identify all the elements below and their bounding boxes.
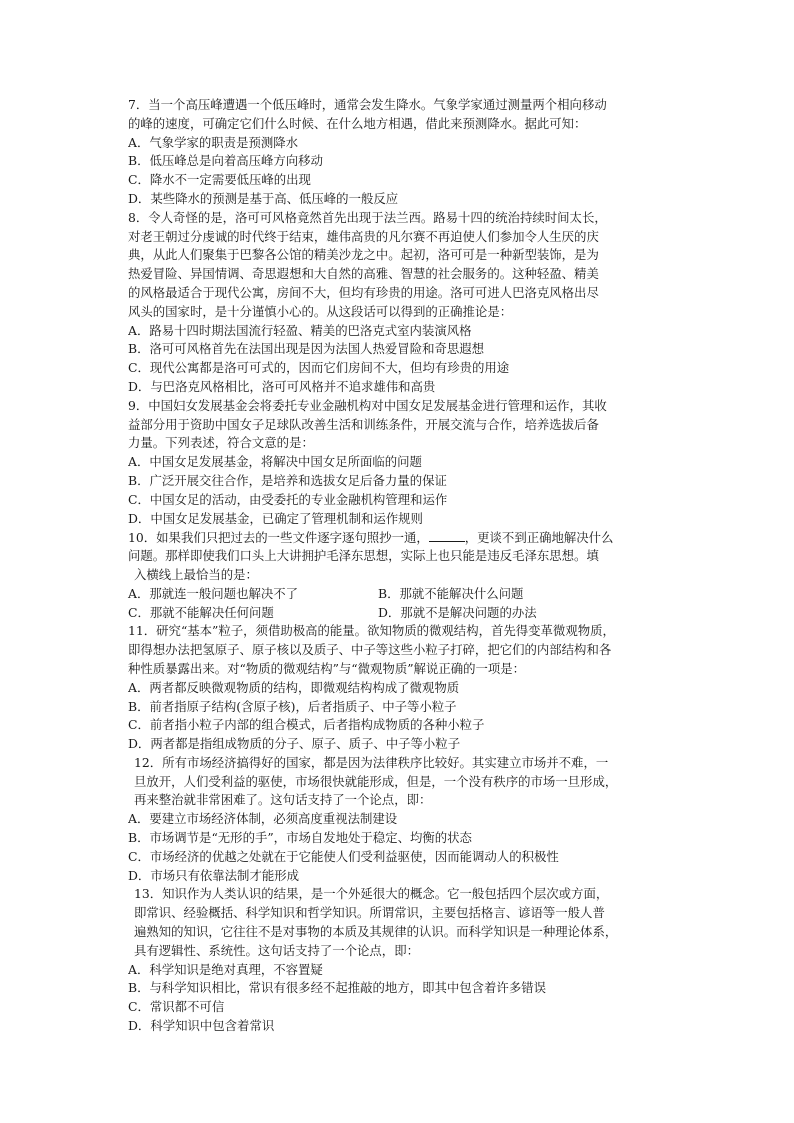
question-9-option-a: A．中国女足发展基金，将解决中国女足所面临的问题 [128,454,422,470]
question-8-stem-line: 典，从此人们聚集于巴黎各公馆的精美沙龙之中。起初，洛可可是一种新型装饰，是为 [128,247,599,263]
question-10-options-row [128,585,676,604]
question-12-stem-line: 12．所有市场经济搞得好的国家，都是因为法律秩序比较好。其实建立市场并不难，一 [134,754,609,770]
question-11-stem-line: 11．研究“基本”粒子，须借助极高的能量。欲知物质的微观结构，首先得变革微观物质， [128,623,615,639]
question-13-option-a: A．科学知识是绝对真理，不容置疑 [128,961,323,977]
question-8-stem-line: 风头的国家时，是十分谨慎小心的。从这段话可以得到的正确推论是： [128,303,513,319]
fill-in-blank [429,528,465,542]
question-10-stem-line: 问题。那样即使我们口头上大讲拥护毛泽东思想，实际上也只能是违反毛泽东思想。填 [128,548,599,564]
question-11-option-a: A．两者都反映微观物质的结构，即微观结构构成了微观物质 [128,679,460,695]
question-12-stem-line: 再来整治就非常困难了。这句话支持了一个论点，即： [134,792,432,808]
question-list [128,96,676,1036]
question-13 [128,885,676,1035]
question-7-stem-line: 7．当一个高压峰遭遇一个低压峰时，通常会发生降水。气象学家通过测量两个相向移动 [128,97,607,112]
question-8 [128,209,676,397]
question-10 [128,528,676,622]
question-11-option-b: B．前者指原子结构(含原子核)，后者指质子、中子等小粒子 [128,698,457,714]
question-9-stem-line: 益部分用于资助中国女子足球队改善生活和训练条件，开展交流与合作，培养选拔后备 [128,416,599,432]
question-7-stem-line: 的峰的速度，可确定它们什么时候、在什么地方相遇，借此来预测降水。据此可知： [128,115,587,131]
question-10-options-row [128,604,676,623]
question-11-option-d: D．两者都是指组成物质的分子、原子、质子、中子等小粒子 [128,736,461,752]
question-8-stem-line: 热爱冒险、异国情调、奇思遐想和大自然的高雅、智慧的社会服务的。这种轻盈、精美 [128,266,599,282]
question-7-option-b: B．低压峰总是向着高压峰方向移动 [128,153,323,169]
question-12-stem-line: 旦放开，人们受利益的驱使，市场很快就能形成，但是，一个没有秩序的市场一旦形成， [134,773,618,789]
question-8-stem-line: 对老王朝过分虔诚的时代终于结束，雄伟高贵的凡尔赛不再迫使人们参加令人生厌的庆 [128,228,599,244]
question-7-option-c: C．降水不一定需要低压峰的出现 [128,172,311,188]
question-10-stem-before-blank: 10．如果我们只把过去的一些文件逐字逐句照抄一通， [128,530,429,546]
question-9-option-d: D．中国女足发展基金，已确定了管理机制和运作规则 [128,510,423,526]
question-12-option-d: D．市场只有依靠法制才能形成 [128,867,300,883]
question-8-option-a: A．路易十四时期法国流行轻盈、精美的巴洛克式室内装演风格 [128,322,472,338]
question-7-option-d: D．某些降水的预测是基于高、低压峰的一般反应 [128,190,399,206]
question-13-option-b: B．与科学知识相比，常识有很多经不起推敲的地方，即其中包含着许多错误 [128,980,546,996]
question-10-option-b: B．那就不能解决什么问题 [378,585,524,601]
question-8-stem-line: 8．令人奇怪的是，洛可可风格竟然首先出现于法兰西。路易十四的统治持续时间太长， [128,209,607,225]
question-12 [128,754,676,886]
question-10-option-a: A．那就连一般问题也解决不了 [128,585,299,601]
question-13-stem-line: 即常识、经验概括、科学知识和哲学知识。所谓常识，主要包括格言、谚语等一般人普 [134,905,605,921]
question-12-option-c: C．市场经济的优越之处就在于它能使人们受利益驱使，因而能调动人的积极性 [128,848,559,864]
question-13-stem-line: 遍熟知的知识，它往往不是对事物的本质及其规律的认识。而科学知识是一种理论体系， [134,924,618,940]
question-13-stem-line: 具有逻辑性、系统性。这句话支持了一个论点，即： [134,942,419,958]
question-7 [128,96,676,209]
question-9-option-c: C．中国女足的活动，由受委托的专业金融机构管理和运作 [128,491,448,507]
question-13-stem-line: 13．知识作为人类认识的结果，是一个外延很大的概念。它一般包括四个层次或方面， [134,886,609,902]
question-10-stem-after-blank: ，更谈不到正确地解决什么 [464,530,614,546]
question-13-option-c: C．常识都不可信 [128,999,225,1015]
question-8-option-d: D．与巴洛克风格相比，洛可可风格并不追求雄伟和高贵 [128,378,436,394]
question-7-option-a: A．气象学家的职责是预测降水 [128,134,299,150]
question-11-option-c: C．前者指小粒子内部的组合模式，后者指构成物质的各种小粒子 [128,717,485,733]
question-11 [128,622,676,754]
question-12-option-a: A．要建立市场经济体制，必须高度重视法制建设 [128,811,398,827]
question-10-stem-line [128,528,676,547]
question-10-stem-line: 入横线上最恰当的是： [134,566,258,582]
question-8-option-b: B．洛可可风格首先在法国出现是因为法国人热爱冒险和奇思遐想 [128,341,485,357]
question-8-option-c: C．现代公寓都是洛可可式的，因而它们房间不大，但均有珍贵的用途 [128,360,510,376]
question-11-stem-line: 种性质暴露出来。对“物质的微观结构”与“微观物质”解说正确的一项是： [128,660,526,676]
question-10-option-c: C．那就不能解决任何问题 [128,604,274,620]
question-9-option-b: B．广泛开展交往合作，是培养和选拔女足后备力量的保证 [128,472,447,488]
question-9 [128,397,676,529]
question-13-option-d: D．科学知识中包含着常识 [128,1018,275,1034]
question-8-stem-line: 的风格最适合于现代公寓，房间不大，但均有珍贵的用途。洛可可进人巴洛克风格出尽 [128,284,599,300]
question-11-stem-line: 即得想办法把氢原子、原子核以及质子、中子等这些小粒子打碎，把它们的内部结构和各 [128,642,612,658]
question-12-option-b: B．市场调节是“无形的手”，市场自发地处于稳定、均衡的状态 [128,830,472,846]
question-9-stem-line: 9．中国妇女发展基金会将委托专业金融机构对中国女足发展基金进行管理和运作，其收 [128,397,607,413]
question-10-option-d: D．那就不是解决问题的办法 [378,604,537,620]
question-9-stem-line: 力量。下列表述，符合文意的是： [128,435,314,451]
